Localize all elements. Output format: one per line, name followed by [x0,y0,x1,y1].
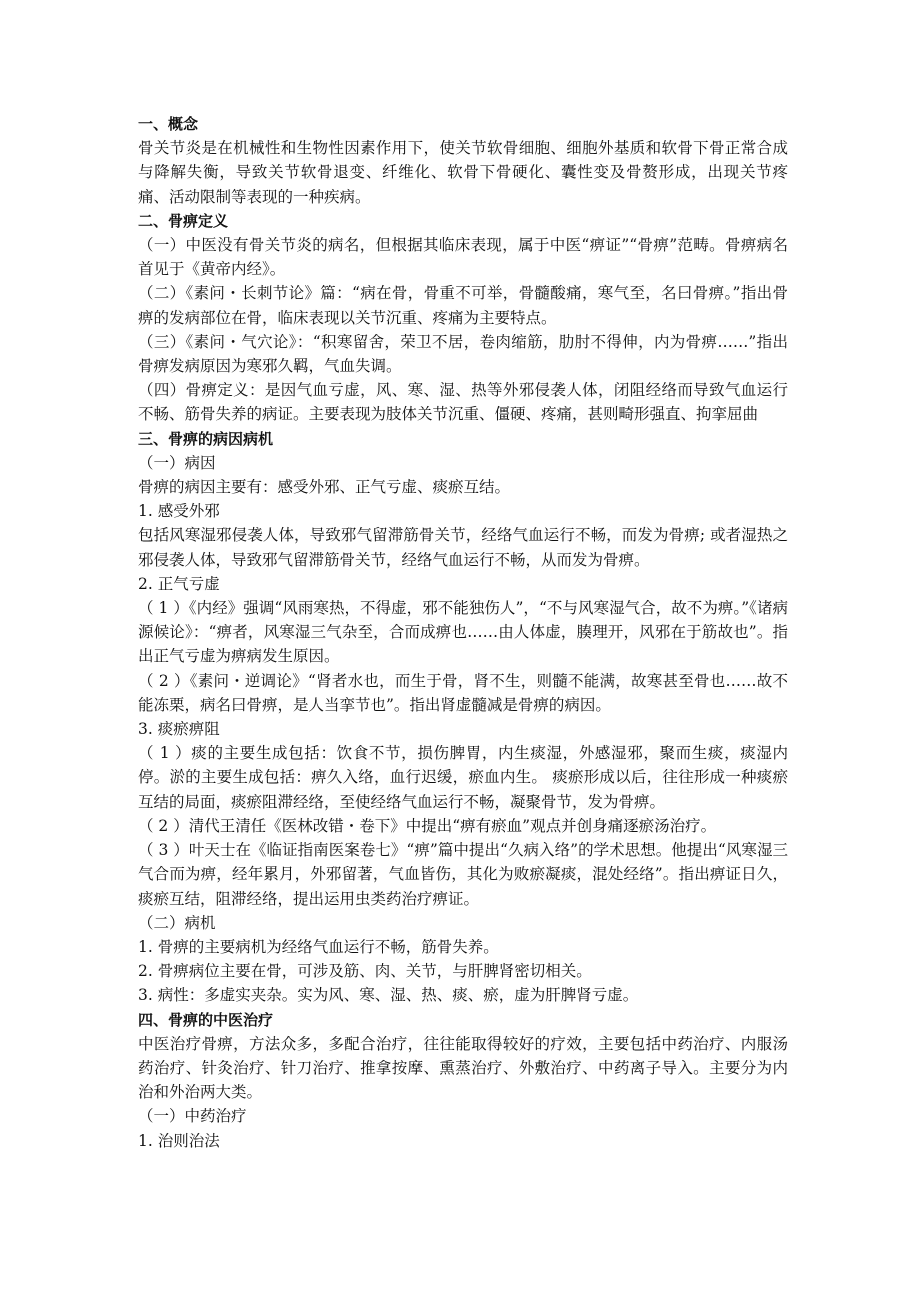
paragraph: （三）《素问・气穴论》：“积寒留舍，荣卫不居，卷肉缩筋，肋肘不得伸，内为骨痹……”指出骨痹发病原因为寒邪久羁，气血失调。 [138,332,788,376]
subheading: 1. 治则治法 [138,1131,220,1150]
document-body [138,112,788,1153]
paragraph: （一）中医没有骨关节炎的病名，但根据其临床表现，属于中医“痹证”“骨痹”范畴。骨痹病名首见于《黄帝内经》。 [138,236,788,279]
paragraph: （ 1 ）痰的主要生成包括：饮食不节，损伤脾胃，内生痰湿，外感湿邪，聚而生痰，痰湿内停。淤的主要生成包括：痹久入络，血行迟缓，瘀血内生。 痰瘀形成以后，往往形成一种痰瘀互结的局面，痰瘀阻滞经络，至使经络气血运行不畅，凝聚骨节，发为骨痹。 [138,744,788,811]
paragraph: （二）《素问・长刺节论》篇：“病在骨，骨重不可举，骨髓酸痛，寒气至，名曰骨痹。”指出骨痹的发病部位在骨，临床表现以关节沉重、疼痛为主要特点。 [138,284,788,327]
subheading: （一）中药治疗 [138,1107,247,1126]
section-heading: 四、骨痹的中医治疗 [138,1010,274,1029]
paragraph: （ 3 ）叶天士在《临证指南医案卷七》“痹”篇中提出“久病入络”的学术思想。他提出“风寒湿三气合而为痹，经年累月，外邪留著，气血皆伤，其化为败瘀凝痰，混处经络”。指出痹证日久，痰瘀互结，阻滞经络，提出运用虫类药治疗痹证。 [138,841,788,908]
subheading: （一）病因 [138,453,216,472]
section-heading: 一、概念 [138,115,199,133]
paragraph: 骨痹的病因主要有：感受外邪、正气亏虚、痰瘀互结。 [138,478,511,497]
paragraph: 骨关节炎是在机械性和生物性因素作用下，使关节软骨细胞、细胞外基质和软骨下骨正常合成与降解失衡，导致关节软骨退变、纤维化、软骨下骨硬化、囊性变及骨赘形成，出现关节疼痛、活动限制等表现的一种疾病。 [138,139,788,206]
paragraph: 2. 骨痹病位主要在骨，可涉及筋、肉、关节，与肝脾肾密切相关。 [138,962,592,981]
paragraph: （ 1 ）《内经》强调“风雨寒热，不得虚，邪不能独伤人”，“不与风寒湿气合，故不为痹。”《诸病源候论》：“痹者，风寒湿三气杂至，合而成痹也……由人体虚，腠理开，风邪在于筋故也”。指出正气亏虚为痹病发生原因。 [138,599,788,666]
subheading: 1. 感受外邪 [138,502,220,521]
subheading: 3. 痰瘀痹阻 [138,720,220,739]
paragraph: 1. 骨痹的主要病机为经络气血运行不畅，筋骨失养。 [138,937,499,956]
paragraph: （四）骨痹定义：是因气血亏虚，风、寒、湿、热等外邪侵袭人体，闭阻经络而导致气血运行不畅、筋骨失养的病证。主要表现为肢体关节沉重、僵硬、疼痛，甚则畸形强直、拘挛屈曲 [138,381,788,424]
section-heading: 二、骨痹定义 [138,211,229,230]
paragraph: 中医治疗骨痹，方法众多，多配合治疗，往往能取得较好的疗效，主要包括中药治疗、内服汤药治疗、针灸治疗、针刀治疗、推拿按摩、熏蒸治疗、外敷治疗、中药离子导入。主要分为内治和外治两大类。 [138,1034,788,1102]
subheading: （二）病机 [138,913,216,932]
paragraph: （ 2 ）清代王清任《医林改错・卷下》中提出“痹有瘀血”观点并创身痛逐瘀汤治疗。 [138,816,717,835]
subheading: 2. 正气亏虚 [138,574,220,593]
paragraph: （ 2 ）《素问・逆调论》“肾者水也，而生于骨，肾不生，则髓不能满，故寒甚至骨也……故不能冻栗，病名曰骨痹，是人当挛节也”。指出肾虚髓减是骨痹的病因。 [138,671,788,714]
section-heading: 三、骨痹的病因病机 [138,429,274,448]
paragraph: 3. 病性：多虚实夹杂。实为风、寒、湿、热、痰、瘀，虚为肝脾肾亏虚。 [138,986,639,1005]
paragraph: 包括风寒湿邪侵袭人体，导致邪气留滞筋骨关节，经络气血运行不畅，而发为骨痹; 或者湿热之邪侵袭人体，导致邪气留滞筋骨关节，经络气血运行不畅，从而发为骨痹。 [138,526,788,569]
